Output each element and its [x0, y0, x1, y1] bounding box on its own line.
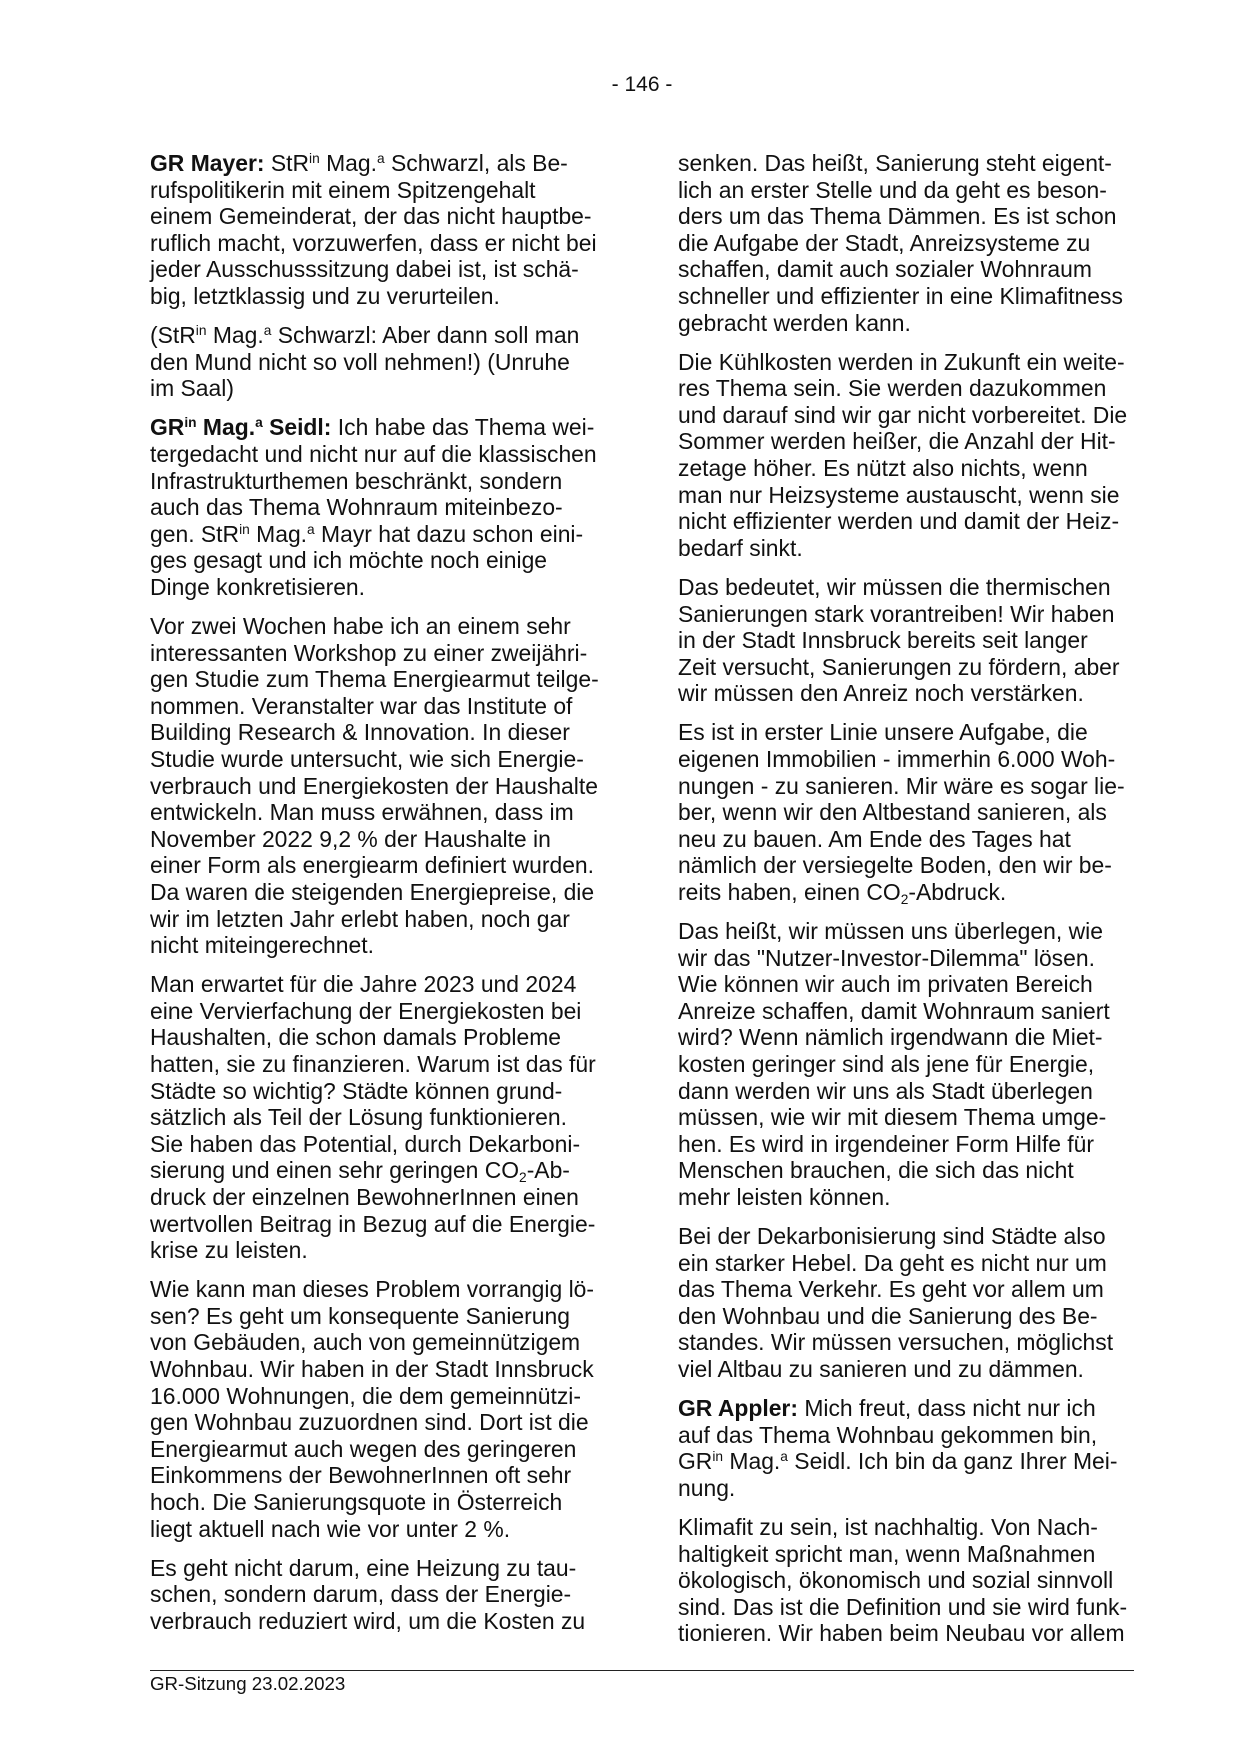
text-line — [678, 1475, 1134, 1502]
text-line — [678, 1051, 1134, 1078]
text-line — [678, 230, 1134, 257]
text-line — [150, 256, 606, 283]
superscript: a — [780, 1449, 788, 1465]
text-line — [678, 719, 1134, 746]
footer-rule — [150, 1670, 1134, 1671]
text-line — [678, 1395, 1134, 1422]
paragraph — [150, 150, 606, 310]
text-line — [150, 1489, 606, 1516]
text-run: wir müssen den Anreiz noch verstärken. — [678, 680, 1084, 707]
text-run: eine Vervierfachung der Energiekosten bei — [150, 997, 582, 1024]
text-line — [678, 177, 1134, 204]
text-line — [678, 1514, 1134, 1541]
text-line — [678, 203, 1134, 230]
text-run: schneller und effizienter in eine Klimafitness — [678, 282, 1123, 309]
text-run: November 2022 9,2 % der Haushalte in — [150, 825, 551, 852]
text-run: Es geht nicht darum, eine Heizung zu tau- — [150, 1554, 577, 1581]
speaker-name: Mag. — [196, 414, 256, 441]
text-line — [150, 1581, 606, 1608]
paragraph — [678, 150, 1134, 336]
text-run: dann werden wir uns als Stadt überlegen — [678, 1077, 1093, 1104]
text-line — [678, 1104, 1134, 1131]
superscript: in — [712, 1449, 724, 1465]
text-run: gebracht werden kann. — [678, 309, 911, 336]
text-run: schaffen, damit auch sozialer Wohnraum — [678, 256, 1092, 283]
text-line — [678, 945, 1134, 972]
speaker-name: GR — [150, 414, 185, 441]
text-run: ders um das Thema Dämmen. Es ist schon — [678, 203, 1117, 230]
subscript: 2 — [900, 892, 909, 908]
text-line — [150, 1024, 606, 1051]
text-run: entwickeln. Man muss erwähnen, dass im — [150, 799, 574, 826]
text-run: verbrauch reduziert wird, um die Kosten zu — [150, 1607, 586, 1634]
text-run: müssen, wie wir mit diesem Thema umge- — [678, 1104, 1107, 1131]
text-line — [150, 494, 606, 521]
text-run: schen, sondern darum, dass der Energie- — [150, 1581, 572, 1608]
text-run: wir das "Nutzer-Investor-Dilemma" lösen. — [678, 944, 1095, 971]
superscript: in — [239, 521, 250, 537]
text-line — [678, 1184, 1134, 1211]
text-run: eigenen Immobilien - immerhin 6.000 Woh- — [678, 745, 1116, 772]
text-run: hoch. Die Sanierungsquote in Österreich — [150, 1489, 563, 1515]
text-line — [150, 613, 606, 640]
text-line — [678, 1422, 1134, 1449]
text-run: in der Stadt Innsbruck bereits seit langer — [678, 627, 1088, 654]
text-line — [678, 879, 1134, 906]
text-line — [678, 826, 1134, 853]
text-line — [150, 547, 606, 574]
paragraph — [678, 918, 1134, 1211]
text-run: (StR — [150, 322, 196, 349]
text-line — [678, 1157, 1134, 1184]
text-line — [150, 1078, 606, 1105]
text-run: Mag. — [319, 150, 377, 176]
text-line — [150, 1051, 606, 1078]
text-line — [150, 971, 606, 998]
superscript: in — [309, 151, 320, 167]
text-run: wird? Wenn nämlich irgendwann die Miet- — [678, 1024, 1103, 1051]
text-line — [678, 1567, 1134, 1594]
text-line — [678, 1448, 1134, 1475]
text-run: Energiearmut auch wegen des geringeren — [150, 1435, 577, 1462]
text-run: res Thema sein. Sie werden dazukommen — [678, 375, 1107, 402]
text-line — [150, 746, 606, 773]
paragraph — [150, 414, 606, 600]
text-run: Seidl. Ich bin da ganz Ihrer Mei- — [787, 1448, 1118, 1475]
text-run: Zeit versucht, Sanierungen zu fördern, aber — [678, 653, 1120, 680]
text-run: Schwarzl, als Be- — [384, 150, 568, 176]
text-run: Es ist in erster Linie unsere Aufgabe, die — [678, 719, 1088, 746]
text-run: Städte so wichtig? Städte können grund- — [150, 1077, 563, 1104]
text-run: krise zu leisten. — [150, 1237, 308, 1264]
text-run: viel Altbau zu sanieren und zu dämmen. — [678, 1356, 1084, 1383]
text-run: -Abdruck. — [908, 878, 1007, 905]
text-line — [678, 349, 1134, 376]
text-run: Sie haben das Potential, durch Dekarboni- — [150, 1130, 581, 1157]
text-line — [678, 601, 1134, 628]
text-line — [150, 203, 606, 230]
text-column-right — [678, 150, 1134, 1659]
text-line — [150, 906, 606, 933]
text-line — [150, 574, 606, 601]
text-run: nung. — [678, 1474, 736, 1501]
text-line — [678, 746, 1134, 773]
text-line — [678, 998, 1134, 1025]
text-run: druck der einzelnen BewohnerInnen einen — [150, 1183, 579, 1210]
text-line — [150, 414, 606, 441]
text-run: Bei der Dekarbonisierung sind Städte also — [678, 1223, 1106, 1250]
paragraph — [678, 1514, 1134, 1647]
text-run: einer Form als energiearm definiert wurden. — [150, 852, 595, 879]
text-run: StR — [264, 150, 310, 176]
text-line — [150, 375, 606, 402]
superscript: a — [307, 521, 315, 537]
text-run: Mag. — [723, 1448, 781, 1475]
text-line — [678, 428, 1134, 455]
text-run: Einkommens der BewohnerInnen oft sehr — [150, 1462, 572, 1489]
text-line — [150, 719, 606, 746]
text-run: Dinge konkretisieren. — [150, 573, 366, 600]
text-run: reits haben, einen CO — [678, 878, 901, 905]
text-line — [678, 1303, 1134, 1330]
text-run: tionieren. Wir haben beim Neubau vor allem — [678, 1620, 1125, 1647]
superscript: a — [263, 323, 272, 339]
text-line — [678, 1250, 1134, 1277]
speaker-name: GR Appler: — [678, 1395, 798, 1422]
text-run: mehr leisten können. — [678, 1183, 891, 1210]
text-run: Sommer werden heißer, die Anzahl der Hit- — [678, 428, 1116, 455]
text-run: wertvollen Beitrag in Bezug auf die Energie- — [150, 1210, 596, 1237]
text-line — [150, 693, 606, 720]
text-run: Studie wurde untersucht, wie sich Energie- — [150, 745, 584, 772]
paragraph — [150, 971, 606, 1264]
text-run: Man erwartet für die Jahre 2023 und 2024 — [150, 971, 577, 998]
text-run: Mag. — [206, 322, 264, 349]
text-run: standes. Wir müssen versuchen, möglichst — [678, 1329, 1114, 1356]
text-line — [678, 1594, 1134, 1621]
text-run: das Thema Verkehr. Es geht vor allem um — [678, 1276, 1104, 1303]
text-run: Wie können wir auch im privaten Bereich — [678, 971, 1093, 998]
text-line — [678, 1541, 1134, 1568]
text-run: die Aufgabe der Stadt, Anreizsysteme zu — [678, 229, 1091, 256]
text-line — [150, 1131, 606, 1158]
text-line — [150, 1356, 606, 1383]
paragraph — [678, 349, 1134, 562]
text-line — [150, 932, 606, 959]
text-run: kosten geringer sind als jene für Energie, — [678, 1051, 1095, 1077]
text-run: hatten, sie zu finanzieren. Warum ist das für — [150, 1051, 596, 1077]
text-line — [678, 1223, 1134, 1250]
text-run: Das bedeutet, wir müssen die thermischen — [678, 573, 1111, 600]
text-line — [150, 998, 606, 1025]
text-line — [150, 1383, 606, 1410]
text-line — [678, 773, 1134, 800]
text-run: neu zu bauen. Am Ende des Tages hat — [678, 825, 1071, 852]
text-line — [150, 1276, 606, 1303]
text-line — [678, 1276, 1134, 1303]
text-line — [678, 508, 1134, 535]
text-run: hen. Es wird in irgendeiner Form Hilfe für — [678, 1130, 1095, 1157]
text-run: Da waren die steigenden Energiepreise, die — [150, 878, 595, 905]
text-line — [678, 455, 1134, 482]
text-run: Klimafit zu sein, ist nachhaltig. Von Nach- — [678, 1514, 1098, 1540]
text-line — [150, 230, 606, 257]
text-run: nommen. Veranstalter war das Institute of — [150, 692, 573, 719]
text-line — [150, 1184, 606, 1211]
page-number: - 146 - — [611, 73, 673, 96]
text-line — [678, 1078, 1134, 1105]
text-run: von Gebäuden, auch von gemeinnützigem — [150, 1329, 581, 1356]
paragraph — [678, 574, 1134, 707]
text-line — [678, 971, 1134, 998]
text-run: den Wohnbau und die Sanierung des Be- — [678, 1302, 1098, 1329]
paragraph — [678, 1223, 1134, 1383]
text-run: senken. Das heißt, Sanierung steht eigent- — [678, 150, 1112, 176]
text-line — [150, 1237, 606, 1264]
text-line — [678, 680, 1134, 707]
text-run: jeder Ausschusssitzung dabei ist, ist schä- — [150, 256, 579, 283]
text-run: liegt aktuell nach wie vor unter 2 %. — [150, 1515, 511, 1542]
text-run: big, letztklassig und zu verurteilen. — [150, 282, 500, 309]
text-run: einem Gemeinderat, der das nicht hauptbe- — [150, 203, 592, 230]
text-line — [678, 1329, 1134, 1356]
text-run: Die Kühlkosten werden in Zukunft ein weite- — [678, 348, 1125, 375]
text-run: Das heißt, wir müssen uns überlegen, wie — [678, 918, 1103, 945]
text-line — [150, 283, 606, 310]
text-run: Mag. — [249, 520, 308, 547]
text-run: man nur Heizsysteme austauscht, wenn sie — [678, 481, 1120, 508]
text-run: zetage höher. Es nützt also nichts, wenn — [678, 455, 1088, 482]
text-run: Mayr hat dazu schon eini- — [314, 520, 584, 547]
text-run: Anreize schaffen, damit Wohnraum saniert — [678, 997, 1110, 1024]
text-run: -Ab- — [526, 1157, 570, 1184]
text-run: gen Wohnbau zuzuordnen sind. Dort ist die — [150, 1409, 589, 1436]
text-line — [678, 627, 1134, 654]
superscript: a — [376, 151, 385, 167]
text-line — [150, 441, 606, 468]
text-line — [150, 1436, 606, 1463]
text-line — [150, 1555, 606, 1582]
text-line — [150, 1104, 606, 1131]
footer-text: GR-Sitzung 23.02.2023 — [150, 1673, 346, 1694]
text-line — [150, 1516, 606, 1543]
text-run: nicht miteingerechnet. — [150, 932, 374, 959]
text-line — [678, 1620, 1134, 1647]
text-line — [678, 574, 1134, 601]
text-run: nungen - zu sanieren. Mir wäre es sogar lie- — [678, 772, 1125, 799]
text-line — [678, 310, 1134, 337]
text-run: haltigkeit spricht man, wenn Maßnahmen — [678, 1540, 1096, 1567]
text-line — [150, 852, 606, 879]
text-run: Wohnbau. Wir haben in der Stadt Innsbruck — [150, 1356, 594, 1383]
text-line — [678, 654, 1134, 681]
text-run: auf das Thema Wohnbau gekommen bin, — [678, 1421, 1098, 1448]
paragraph — [150, 1276, 606, 1542]
text-line — [678, 1131, 1134, 1158]
text-run: und darauf sind wir gar nicht vorbereitet. Die — [678, 401, 1128, 428]
text-run: sen? Es geht um konsequente Sanierung — [150, 1302, 570, 1329]
text-run: Menschen brauchen, die sich das nicht — [678, 1157, 1074, 1184]
text-line — [678, 918, 1134, 945]
text-run: nämlich der versiegelte Boden, den wir be- — [678, 852, 1112, 879]
text-run: interessanten Workshop zu einer zweijähri- — [150, 639, 588, 666]
text-line — [150, 1409, 606, 1436]
text-line — [150, 773, 606, 800]
speaker-name: GR Mayer: — [150, 150, 265, 176]
text-run: ber, wenn wir den Altbestand sanieren, als — [678, 799, 1107, 826]
text-run: Mich freut, dass nicht nur ich — [797, 1395, 1096, 1422]
text-line — [678, 482, 1134, 509]
text-run: den Mund nicht so voll nehmen!) (Unruhe — [150, 348, 570, 375]
speaker-superscript: in — [184, 415, 197, 431]
text-run: rufspolitikerin mit einem Spitzengehalt — [150, 176, 536, 203]
text-line — [150, 1211, 606, 1238]
speaker-name: Seidl: — [262, 414, 332, 441]
text-run: nicht effizienter werden und damit der Heiz- — [678, 508, 1120, 535]
text-run: verbrauch und Energiekosten der Haushalte — [150, 772, 598, 799]
text-line — [678, 1356, 1134, 1383]
text-run: bedarf sinkt. — [678, 534, 803, 561]
text-line — [150, 1303, 606, 1330]
text-run: ökologisch, ökonomisch und sozial sinnvoll — [678, 1567, 1114, 1594]
text-line — [678, 799, 1134, 826]
text-run: tergedacht und nicht nur auf die klassischen — [150, 440, 597, 467]
paragraph — [150, 613, 606, 959]
text-line — [150, 1157, 606, 1184]
text-run: sätzlich als Teil der Lösung funktionieren. — [150, 1104, 567, 1131]
text-line — [150, 521, 606, 548]
text-run: ruflich macht, vorzuwerfen, dass er nicht bei — [150, 229, 597, 256]
text-run: lich an erster Stelle und da geht es beson- — [678, 176, 1107, 203]
text-run: gen. StR — [150, 520, 240, 547]
text-run: Wie kann man dieses Problem vorrangig lö- — [150, 1276, 595, 1303]
text-line — [150, 879, 606, 906]
text-run: Infrastrukturthemen beschränkt, sondern — [150, 467, 563, 494]
text-line — [150, 177, 606, 204]
text-line — [150, 826, 606, 853]
subscript: 2 — [519, 1170, 527, 1186]
text-line — [150, 349, 606, 376]
text-run: sierung und einen sehr geringen CO — [150, 1157, 520, 1184]
text-run: Ich habe das Thema wei- — [331, 414, 595, 441]
text-run: im Saal) — [150, 375, 234, 402]
text-line — [150, 799, 606, 826]
text-run: auch das Thema Wohnraum miteinbezo- — [150, 494, 563, 521]
text-run: 16.000 Wohnungen, die dem gemeinnützi- — [150, 1382, 581, 1409]
paragraph — [678, 719, 1134, 908]
text-run: Sanierungen stark vorantreiben! Wir haben — [678, 600, 1115, 627]
speaker-superscript: a — [255, 415, 263, 431]
text-line — [150, 640, 606, 667]
text-run: gen Studie zum Thema Energiearmut teilge- — [150, 666, 599, 693]
text-run: wir im letzten Jahr erlebt haben, noch gar — [150, 905, 570, 932]
text-run: ein starker Hebel. Da geht es nicht nur um — [678, 1249, 1107, 1276]
text-run: Haushalten, die schon damals Probleme — [150, 1024, 561, 1051]
text-column-left — [150, 150, 606, 1647]
text-run: GR — [678, 1448, 713, 1475]
text-line — [678, 852, 1134, 879]
superscript: in — [195, 323, 207, 339]
text-line — [678, 1024, 1134, 1051]
paragraph — [150, 1555, 606, 1635]
text-run: sind. Das ist die Definition und sie wird funk- — [678, 1593, 1128, 1620]
text-line — [150, 1329, 606, 1356]
text-line — [150, 150, 606, 177]
text-run: Building Research & Innovation. In dieser — [150, 719, 570, 746]
text-line — [150, 468, 606, 495]
text-line — [678, 150, 1134, 177]
text-run: Schwarzl: Aber dann soll man — [271, 322, 580, 349]
paragraph — [678, 1395, 1134, 1501]
text-line — [678, 402, 1134, 429]
paragraph — [150, 322, 606, 402]
text-line — [678, 256, 1134, 283]
text-line — [150, 322, 606, 349]
text-line — [678, 283, 1134, 310]
text-run: Vor zwei Wochen habe ich an einem sehr — [150, 613, 571, 639]
text-line — [678, 375, 1134, 402]
text-line — [150, 1462, 606, 1489]
text-line — [150, 1608, 606, 1635]
text-line — [678, 535, 1134, 562]
text-line — [150, 666, 606, 693]
text-run: ges gesagt und ich möchte noch einige — [150, 547, 548, 574]
